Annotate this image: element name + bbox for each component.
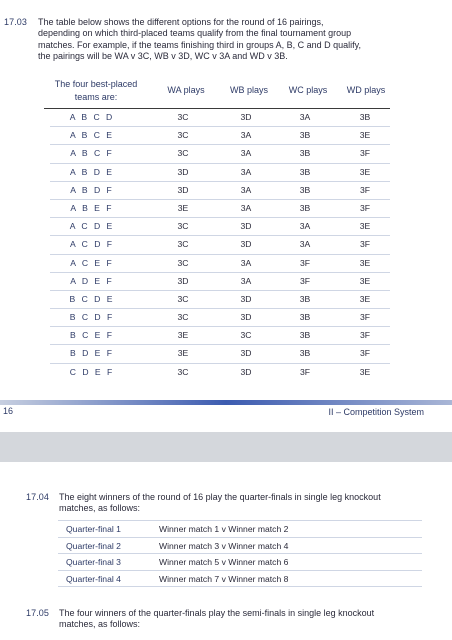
header-best-placed	[44, 78, 148, 104]
quarter-final-label: Quarter-final 3	[66, 557, 121, 568]
cell-wd: 3F	[359, 148, 371, 159]
cell-wa: 3C	[177, 293, 189, 304]
text-line: matches, as follows:	[59, 619, 141, 630]
cell-wa: 3E	[177, 202, 189, 213]
cell-wc: 3B	[299, 348, 311, 359]
cell-groups: C D E F	[69, 366, 115, 377]
table-row	[58, 520, 422, 538]
cell-wa: 3C	[177, 239, 189, 250]
cell-wd: 3F	[359, 312, 371, 323]
text-line: matches. For example, if the teams finishing third in groups A, B, C and D qualify,	[38, 39, 361, 50]
quarter-final-matchup: Winner match 5 v Winner match 6	[159, 557, 289, 568]
quarter-final-label: Quarter-final 2	[66, 540, 121, 551]
cell-wc: 3A	[299, 112, 311, 122]
cell-wb: 3A	[240, 130, 252, 141]
cell-wd: 3E	[359, 166, 371, 177]
cell-groups: B D E F	[69, 348, 115, 359]
cell-wd: 3E	[359, 275, 371, 286]
section-number-17-04: 17.04	[26, 492, 50, 502]
text-line: depending on which third-placed teams qualify from the final tournament group	[38, 28, 352, 39]
cell-groups: A C D F	[69, 239, 115, 250]
cell-groups: B C E F	[69, 330, 115, 341]
section-text-17-04	[59, 492, 381, 515]
header-wd-plays: WD plays	[346, 85, 386, 95]
section-text-17-05	[59, 608, 374, 631]
quarter-final-label: Quarter-final 4	[66, 573, 121, 584]
text-line: The four winners of the quarter-finals play the semi-finals in single leg knockout	[59, 608, 375, 618]
cell-wd: 3E	[359, 257, 371, 268]
cell-wd: 3F	[359, 184, 371, 195]
cell-wc: 3B	[299, 148, 311, 159]
cell-wd: 3F	[359, 348, 371, 359]
cell-wc: 3A	[299, 239, 311, 250]
cell-wd: 3E	[359, 221, 371, 232]
cell-wd: 3F	[359, 202, 371, 213]
cell-wb: 3A	[240, 257, 252, 268]
cell-wb: 3D	[240, 312, 252, 323]
text-line: The eight winners of the round of 16 play the quarter-finals in single leg knockout	[59, 492, 381, 502]
cell-wd: 3F	[359, 239, 371, 250]
cell-wd: 3E	[359, 366, 371, 377]
table-row	[58, 554, 422, 571]
cell-wb: 3C	[240, 330, 252, 341]
pairings-table-header	[44, 74, 390, 109]
cell-wc: 3F	[299, 366, 311, 377]
cell-wa: 3C	[177, 130, 189, 141]
page-gap	[0, 432, 452, 462]
cell-groups: A D E F	[70, 275, 114, 286]
cell-wc: 3F	[299, 275, 311, 286]
section-number-17-03: 17.03	[4, 17, 28, 27]
cell-groups: A B C D	[69, 112, 115, 122]
table-row	[50, 145, 390, 163]
cell-wc: 3B	[299, 166, 311, 177]
header-wc-plays: WC plays	[288, 85, 328, 95]
header-line: teams are:	[74, 92, 118, 102]
cell-wc: 3B	[299, 330, 311, 341]
cell-wb: 3A	[240, 148, 252, 159]
pairings-table-body	[50, 109, 390, 381]
table-row	[50, 164, 390, 182]
cell-wb: 3D	[240, 348, 252, 359]
cell-wc: 3F	[299, 257, 311, 268]
cell-wd: 3B	[359, 112, 371, 122]
table-row	[50, 345, 390, 363]
table-row	[58, 571, 422, 588]
quarter-final-matchup: Winner match 7 v Winner match 8	[159, 573, 289, 584]
cell-wa: 3C	[177, 257, 189, 268]
cell-wa: 3C	[177, 148, 189, 159]
table-row	[58, 538, 422, 555]
cell-wd: 3E	[359, 130, 371, 141]
table-row	[50, 327, 390, 345]
cell-wb: 3D	[240, 221, 252, 232]
cell-wb: 3D	[240, 293, 252, 304]
table-row	[50, 291, 390, 309]
cell-wb: 3A	[240, 275, 252, 286]
cell-wb: 3A	[240, 202, 252, 213]
cell-wc: 3B	[299, 293, 311, 304]
quarter-final-matchup: Winner match 1 v Winner match 2	[159, 524, 289, 534]
cell-wb: 3D	[240, 239, 252, 250]
text-line: The table below shows the different options for the round of 16 pairings,	[38, 17, 324, 27]
table-row	[50, 200, 390, 218]
table-row	[50, 273, 390, 291]
cell-wc: 3B	[299, 184, 311, 195]
cell-wc: 3B	[299, 312, 311, 323]
table-row	[50, 364, 390, 381]
cell-groups: B C D F	[69, 312, 115, 323]
cell-groups: A B E F	[70, 202, 114, 213]
cell-wd: 3E	[359, 293, 371, 304]
cell-wa: 3C	[177, 312, 189, 323]
cell-wa: 3D	[177, 166, 189, 177]
table-row	[50, 309, 390, 327]
table-row	[50, 255, 390, 273]
text-line: matches, as follows:	[59, 503, 141, 514]
cell-wb: 3A	[240, 184, 252, 195]
cell-wa: 3D	[177, 184, 189, 195]
cell-wc: 3B	[299, 130, 311, 141]
cell-wa: 3D	[177, 275, 189, 286]
table-row	[50, 218, 390, 236]
footer-page-number: 16	[3, 406, 14, 416]
cell-wc: 3A	[299, 221, 311, 232]
cell-groups: B C D E	[69, 293, 115, 304]
footer-divider-bar	[0, 400, 452, 405]
cell-wa: 3E	[177, 330, 189, 341]
cell-groups: A B C E	[69, 130, 115, 141]
cell-wa: 3C	[177, 221, 189, 232]
header-line: The four best-placed	[54, 79, 138, 89]
header-wb-plays: WB plays	[229, 85, 268, 95]
cell-wb: 3D	[240, 366, 252, 377]
cell-groups: A C D E	[69, 221, 115, 232]
table-row	[50, 109, 390, 127]
quarter-final-table	[58, 520, 422, 587]
cell-wb: 3D	[240, 112, 252, 122]
cell-wc: 3B	[299, 202, 311, 213]
cell-groups: A B D E	[69, 166, 115, 177]
cell-wa: 3E	[177, 348, 189, 359]
cell-wb: 3A	[240, 166, 252, 177]
header-wa-plays: WA plays	[167, 85, 205, 95]
cell-wa: 3C	[177, 112, 189, 122]
quarter-final-label: Quarter-final 1	[66, 524, 121, 534]
table-row	[50, 127, 390, 145]
cell-groups: A B D F	[70, 184, 114, 195]
table-row	[50, 182, 390, 200]
quarter-final-matchup: Winner match 3 v Winner match 4	[159, 540, 289, 551]
cell-groups: A C E F	[70, 257, 114, 268]
cell-wd: 3F	[359, 330, 371, 341]
text-line: the pairings will be WA v 3C, WB v 3D, WC v 3A and WD v 3B.	[38, 51, 288, 62]
section-text-17-03	[38, 17, 361, 63]
footer-chapter-title: II – Competition System	[328, 407, 424, 417]
table-row	[50, 236, 390, 254]
cell-groups: A B C F	[70, 148, 114, 159]
section-number-17-05: 17.05	[26, 608, 50, 618]
cell-wa: 3C	[177, 366, 189, 377]
